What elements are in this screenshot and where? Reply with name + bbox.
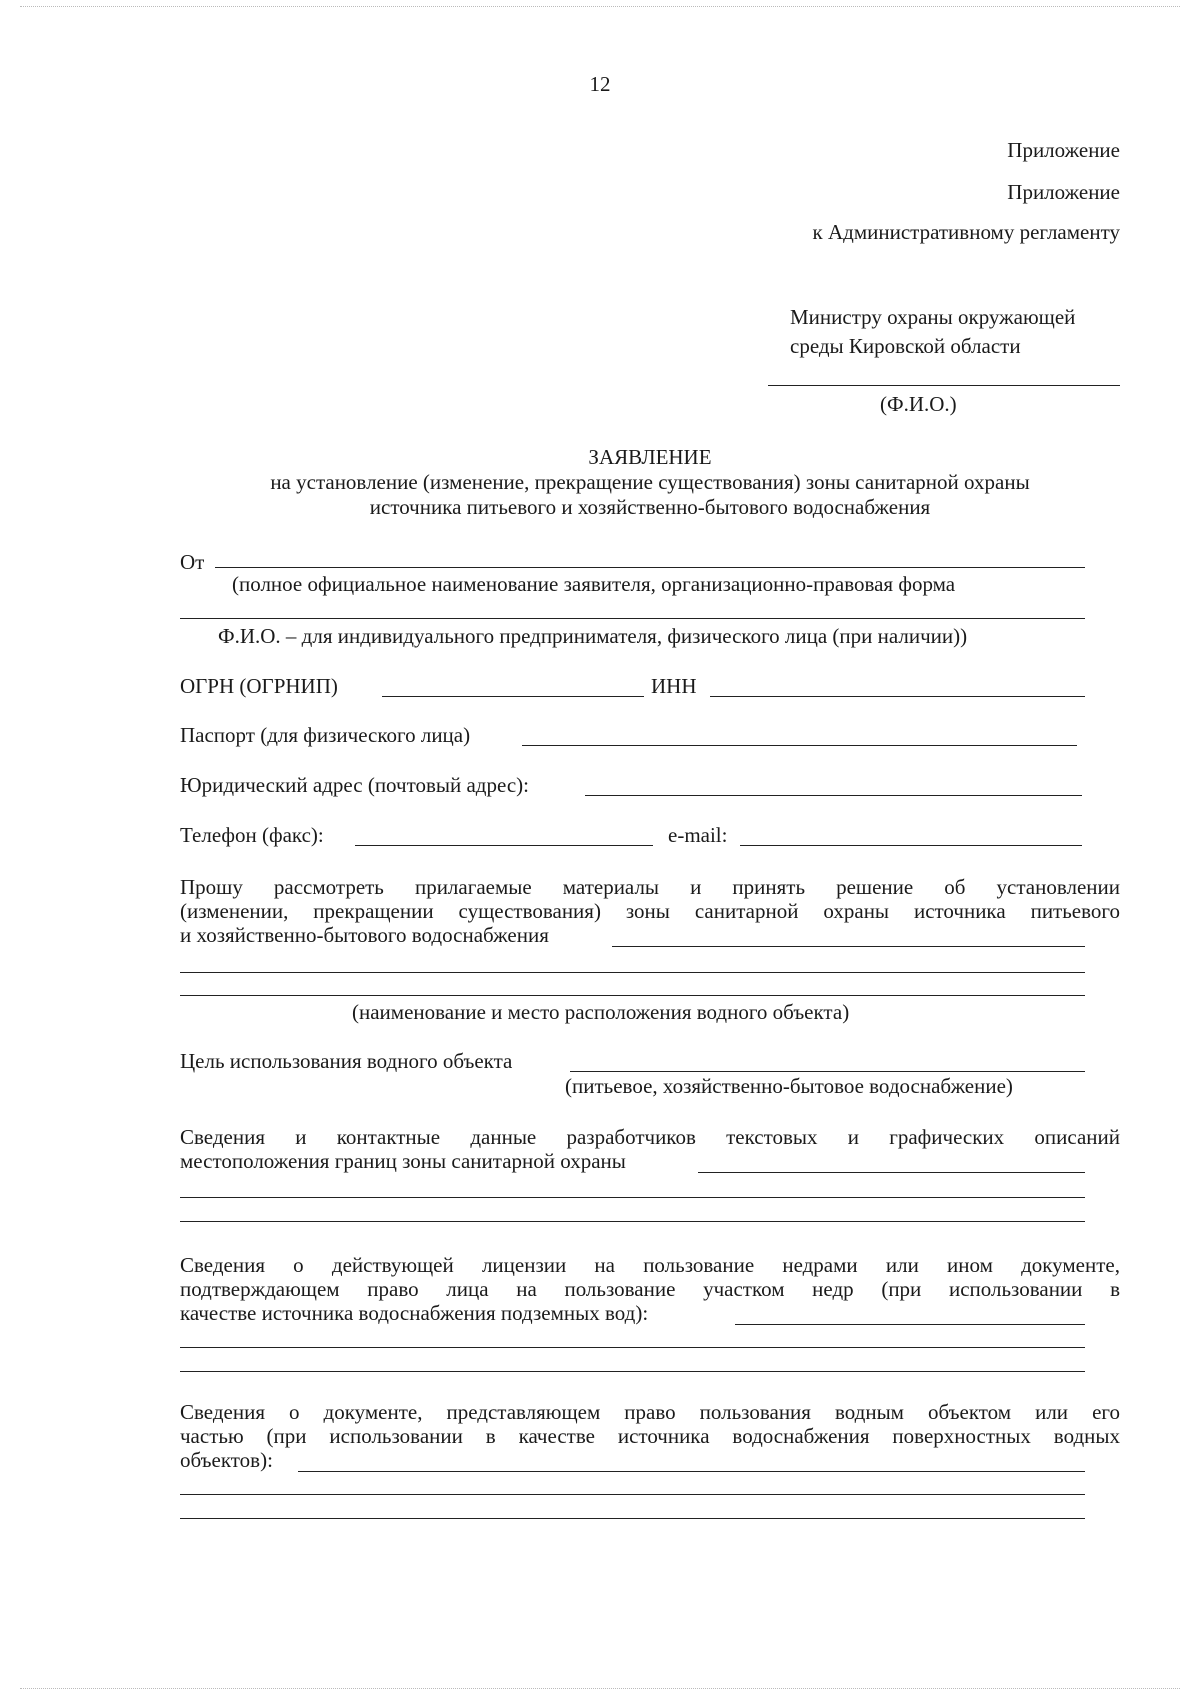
request-field-2[interactable] [180, 972, 1085, 973]
license-line-1: Сведения о действующей лицензии на пользование недрами или ином документе, [180, 1253, 1120, 1277]
purpose-label: Цель использования водного объекта [180, 1049, 513, 1073]
page-number: 12 [589, 72, 611, 96]
developers-field-3[interactable] [180, 1221, 1085, 1222]
license-field-1[interactable] [735, 1324, 1085, 1325]
water-doc-line-1: Сведения о документе, представляющем право пользования водным объектом или его [180, 1400, 1120, 1424]
ogrn-field[interactable] [382, 696, 644, 697]
request-caption: (наименование и место расположения водного объекта) [352, 1000, 850, 1024]
purpose-field[interactable] [570, 1071, 1085, 1072]
developers-field-1[interactable] [698, 1172, 1085, 1173]
from-line[interactable] [215, 567, 1085, 568]
scan-artifact-bottom [20, 1688, 1180, 1689]
addressee-fio-caption: (Ф.И.О.) [880, 392, 957, 416]
request-field-3[interactable] [180, 995, 1085, 996]
addressee-fio-line[interactable] [768, 385, 1120, 386]
addressee-line-2: среды Кировской области [790, 334, 1021, 358]
phone-field[interactable] [355, 845, 653, 846]
appendix-line-2: Приложение [1007, 180, 1120, 204]
developers-line-2: местоположения границ зоны санитарной охраны [180, 1149, 626, 1173]
water-doc-field-1[interactable] [298, 1471, 1085, 1472]
statement-subtitle-2: источника питьевого и хозяйственно-бытового водоснабжения [369, 495, 931, 519]
from-line-2[interactable] [180, 618, 1085, 619]
appendix-line-1: Приложение [1007, 138, 1120, 162]
statement-title: ЗАЯВЛЕНИЕ [588, 445, 712, 469]
email-field[interactable] [740, 845, 1082, 846]
address-field[interactable] [585, 795, 1082, 796]
from-caption-1: (полное официальное наименование заявителя, организационно-правовая форма [232, 572, 956, 596]
request-line-2: (изменении, прекращении существования) зоны санитарной охраны источника питьевого [180, 899, 1120, 923]
water-doc-line-3: объектов): [180, 1448, 273, 1472]
statement-subtitle-1: на установление (изменение, прекращение существования) зоны санитарной охраны [270, 470, 1030, 494]
request-field-1[interactable] [612, 946, 1085, 947]
water-doc-field-3[interactable] [180, 1518, 1085, 1519]
license-line-2: подтверждающем право лица на пользование участком недр (при использовании в [180, 1277, 1120, 1301]
passport-label: Паспорт (для физического лица) [180, 723, 471, 747]
scan-artifact-top [20, 6, 1180, 7]
developers-line-1: Сведения и контактные данные разработчиков текстовых и графических описаний [180, 1125, 1120, 1149]
purpose-caption: (питьевое, хозяйственно-бытовое водоснабжение) [565, 1074, 1013, 1098]
inn-field[interactable] [710, 696, 1085, 697]
license-field-2[interactable] [180, 1347, 1085, 1348]
phone-label: Телефон (факс): [180, 823, 324, 847]
inn-label: ИНН [651, 674, 697, 698]
addressee-line-1: Министру охраны окружающей [790, 305, 1076, 329]
ogrn-label: ОГРН (ОГРНИП) [180, 674, 338, 698]
from-caption-2: Ф.И.О. – для индивидуального предпринимателя, физического лица (при наличии)) [218, 624, 968, 648]
request-line-3: и хозяйственно-бытового водоснабжения [180, 923, 549, 947]
water-doc-line-2: частью (при использовании в качестве источника водоснабжения поверхностных водных [180, 1424, 1120, 1448]
developers-field-2[interactable] [180, 1197, 1085, 1198]
address-label: Юридический адрес (почтовый адрес): [180, 773, 529, 797]
from-label: От [180, 550, 205, 574]
license-line-3: качестве источника водоснабжения подземных вод): [180, 1301, 649, 1325]
request-line-1: Прошу рассмотреть прилагаемые материалы и принять решение об установлении [180, 875, 1120, 899]
water-doc-field-2[interactable] [180, 1494, 1085, 1495]
license-field-3[interactable] [180, 1371, 1085, 1372]
appendix-line-3: к Административному регламенту [812, 220, 1120, 244]
email-label: e-mail: [668, 823, 728, 847]
passport-field[interactable] [522, 745, 1077, 746]
